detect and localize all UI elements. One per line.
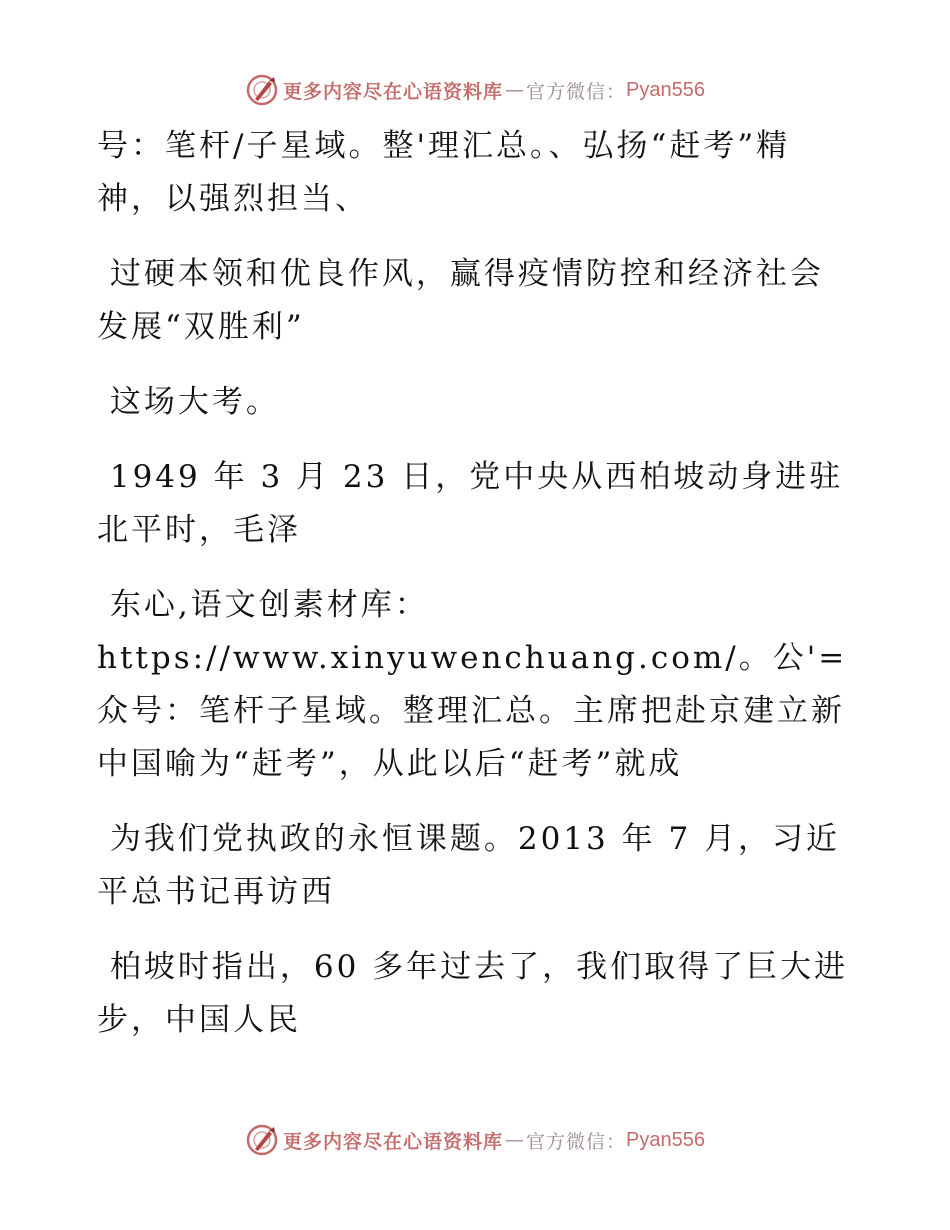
paragraph: 过硬本领和优良作风，赢得疫情防控和经济社会发展“双胜利” (97, 256, 824, 345)
footer-banner (0, 1120, 950, 1160)
paragraph: 柏坡时指出，60 多年过去了，我们取得了巨大进步，中国人民 (97, 949, 849, 1038)
banner-wechat-id: Pyan556 (626, 1128, 705, 1151)
paragraph: 这场大考。 (97, 384, 280, 420)
paragraph: 东心,语文创素材库：https://www.xinyuwenchuang.com/。公'=众号：笔杆子星域。整理汇总。主席把赴京建立新中国喻为“赶考”，从此以后“赶考”就成 (97, 587, 848, 782)
body-text (97, 120, 857, 1069)
banner-wechat-label: 官方微信： (526, 1130, 627, 1153)
brand-logo-icon (245, 1123, 279, 1157)
header-banner (0, 70, 950, 110)
paragraph: 号：笔杆/子星域。整'理汇总。、弘扬“赶考”精神，以强烈担当、 (97, 128, 791, 217)
banner-wechat-label: 官方微信： (526, 80, 627, 103)
banner-title: 更多内容尽在心语资料库 (283, 80, 504, 103)
banner-wechat-id: Pyan556 (626, 78, 705, 101)
banner-dash: — (505, 1129, 525, 1151)
paragraph: 1949 年 3 月 23 日，党中央从西柏坡动身进驻北平时，毛泽 (97, 459, 844, 548)
paragraph: 为我们党执政的永恒课题。2013 年 7 月，习近平总书记再访西 (97, 821, 841, 910)
brand-logo-icon (245, 73, 279, 107)
banner-dash: — (505, 79, 525, 101)
banner-title: 更多内容尽在心语资料库 (283, 1130, 504, 1153)
